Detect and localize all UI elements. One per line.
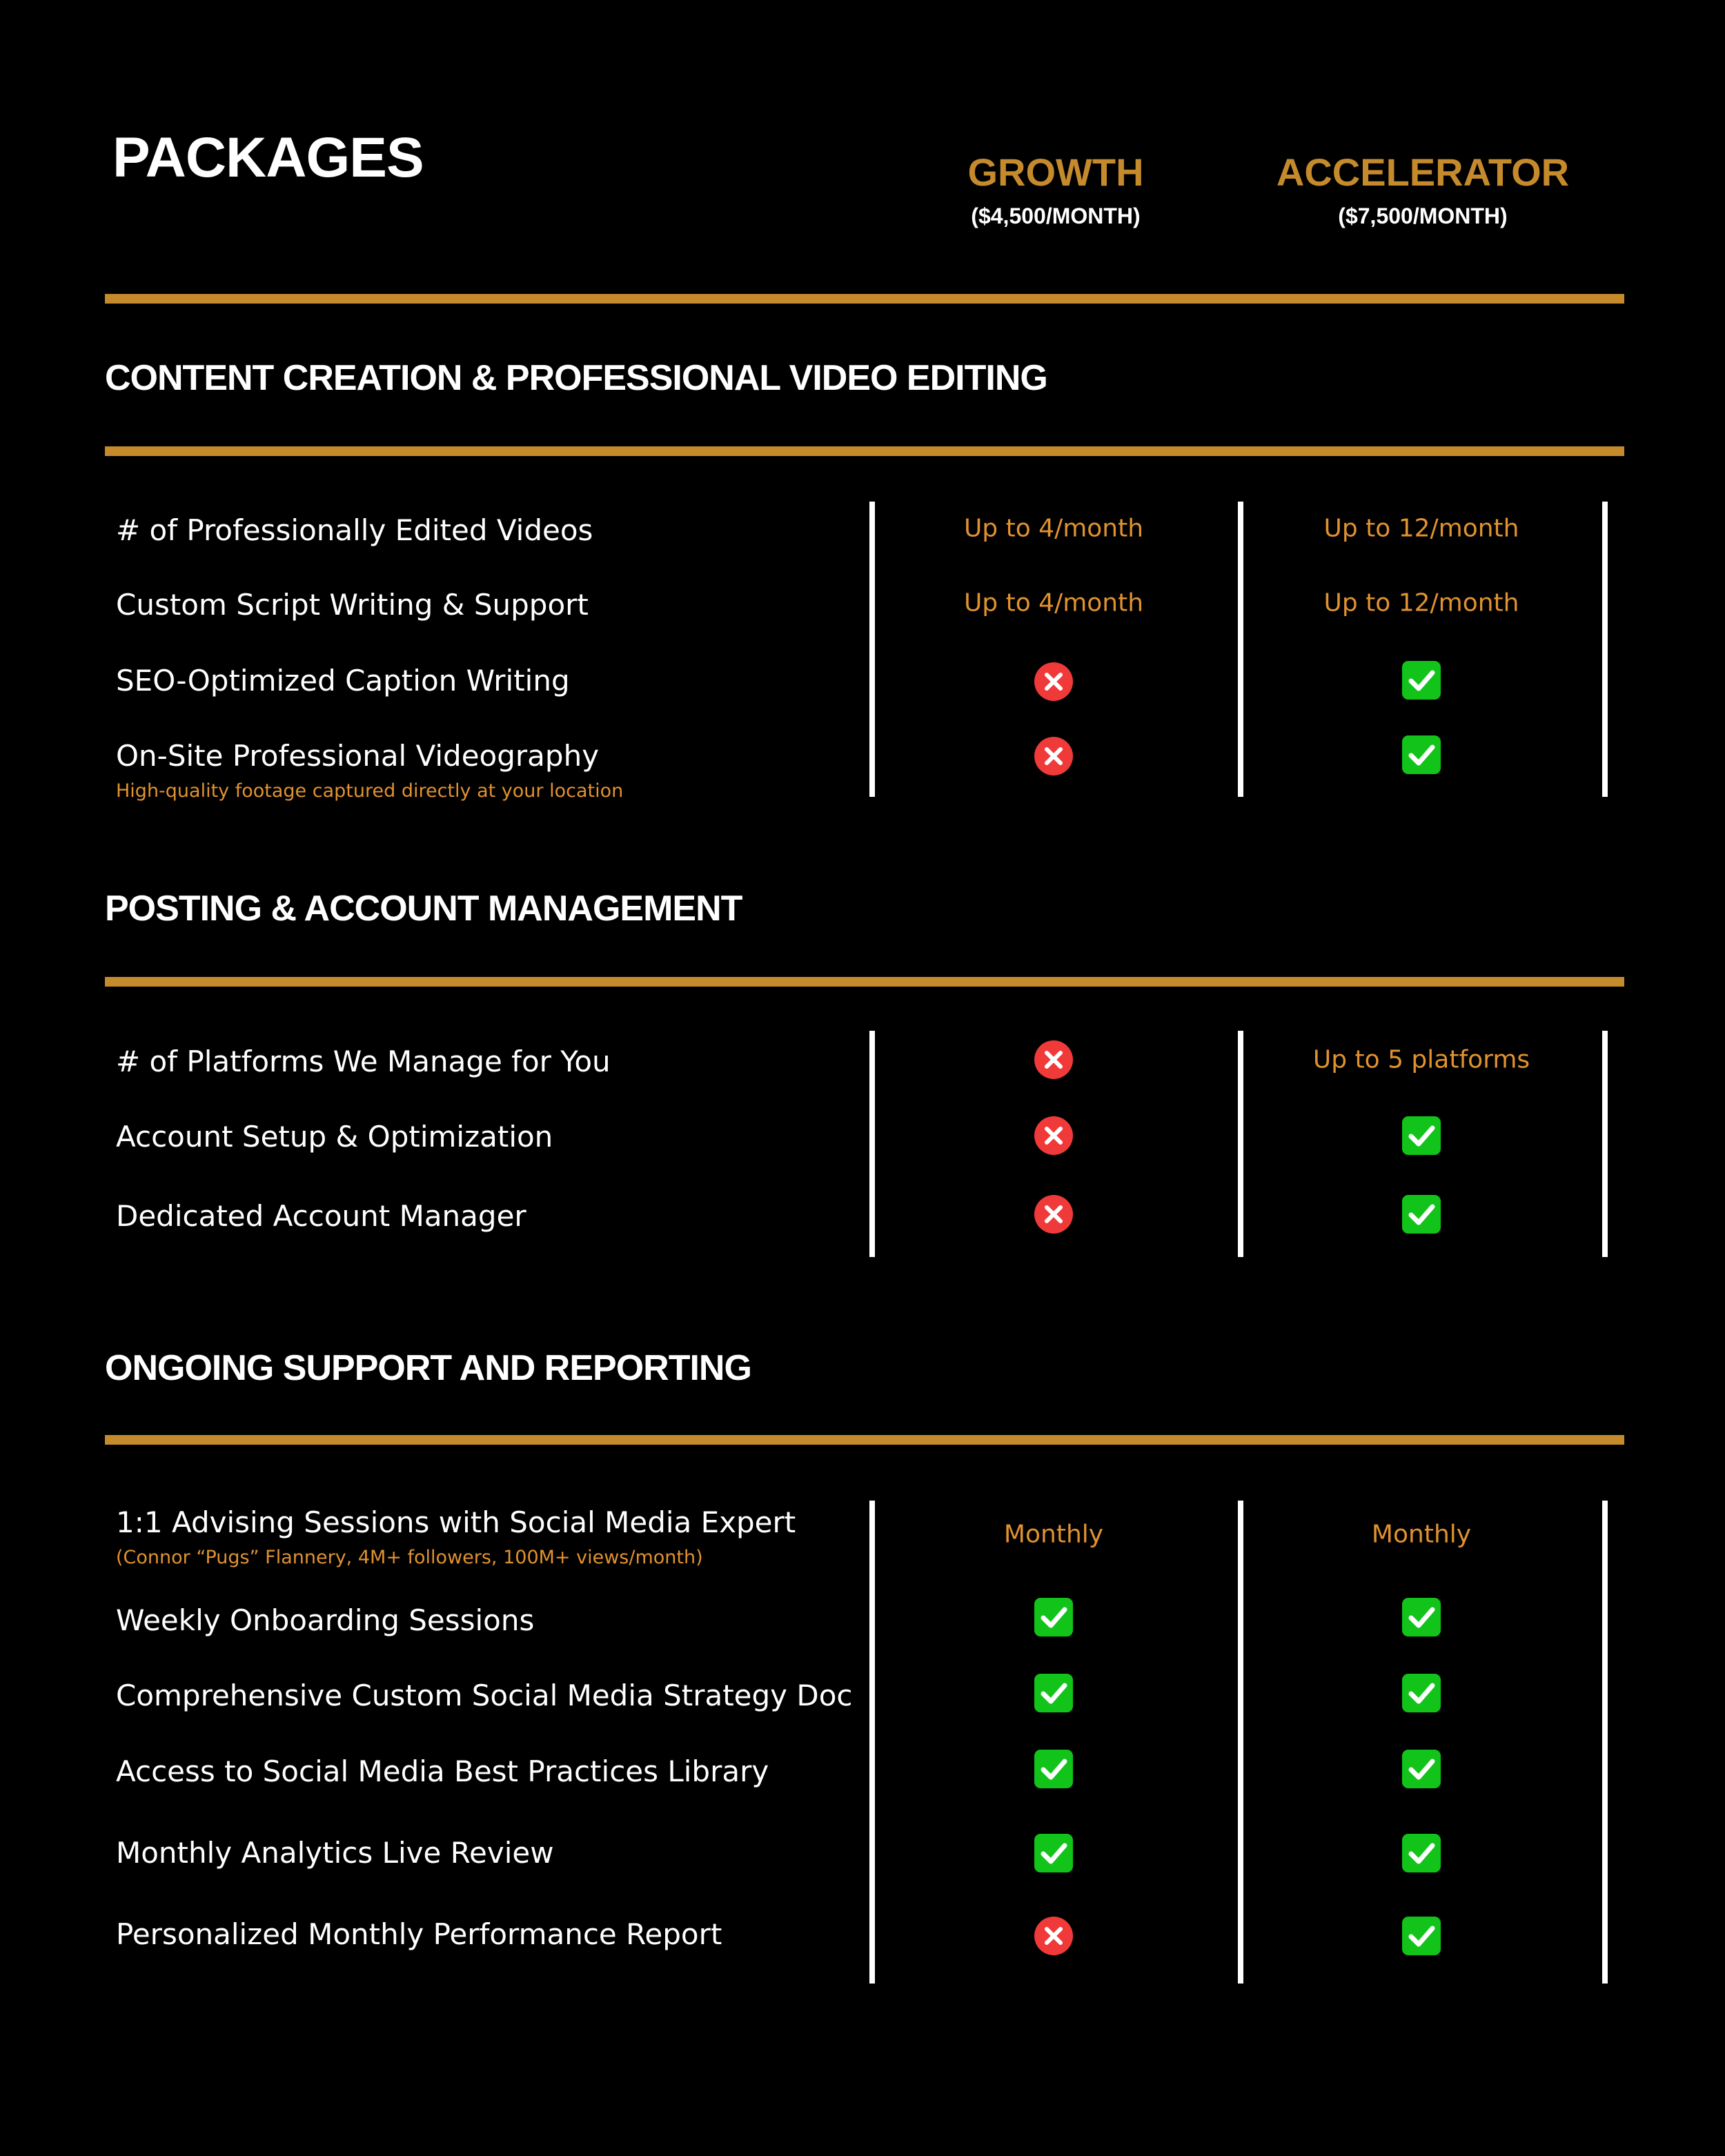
feature-label: 1:1 Advising Sessions with Social Media Expert (Connor “Pugs” Flannery, 4M+ followers, 100M+ views/month) — [116, 1508, 840, 1567]
cell-growth — [860, 1916, 1247, 1956]
check-icon — [1401, 660, 1441, 700]
cell-growth — [860, 1040, 1247, 1080]
cross-icon — [1034, 736, 1074, 776]
cell-growth — [860, 1521, 1247, 1549]
check-icon — [1401, 1833, 1441, 1873]
cell-accelerator — [1228, 515, 1615, 543]
cell-value: Up to 4/month — [963, 589, 1144, 617]
feature-label: Weekly Onboarding Sessions — [116, 1603, 535, 1637]
cell-growth — [860, 1749, 1247, 1789]
section-divider — [105, 1435, 1624, 1445]
feature-label: Monthly Analytics Live Review — [116, 1836, 554, 1870]
check-icon — [1034, 1833, 1074, 1873]
cell-growth — [860, 662, 1247, 702]
section-title-content-creation: CONTENT CREATION & PROFESSIONAL VIDEO EDITING — [105, 358, 1047, 398]
feature-label: Comprehensive Custom Social Media Strategy Doc — [116, 1679, 853, 1712]
package-name-accelerator: ACCELERATOR — [1276, 150, 1570, 194]
cell-accelerator — [1228, 1521, 1615, 1549]
cell-value: Monthly — [1003, 1520, 1104, 1549]
cell-growth — [860, 1673, 1247, 1713]
feature-label: On-Site Professional Videography High-quality footage captured directly at your location — [116, 742, 840, 800]
check-icon — [1401, 1916, 1441, 1956]
cross-icon — [1034, 1040, 1074, 1080]
feature-label: # of Platforms We Manage for You — [116, 1045, 611, 1078]
cell-value: Up to 12/month — [1323, 514, 1519, 543]
column-divider — [1602, 1501, 1608, 1984]
cell-accelerator — [1228, 1194, 1615, 1234]
cross-icon — [1034, 1194, 1074, 1234]
cell-growth — [860, 1833, 1247, 1873]
check-icon — [1401, 1116, 1441, 1156]
cell-accelerator — [1228, 1916, 1615, 1956]
cell-accelerator — [1228, 589, 1615, 617]
package-price-growth: ($4,500/MONTH) — [971, 204, 1141, 228]
feature-label: Account Setup & Optimization — [116, 1120, 553, 1154]
feature-label: # of Professionally Edited Videos — [116, 513, 593, 547]
check-icon — [1401, 735, 1441, 775]
cell-growth — [860, 736, 1247, 776]
check-icon — [1401, 1673, 1441, 1713]
feature-note: (Connor “Pugs” Flannery, 4M+ followers, 100M+ views/month) — [116, 1547, 703, 1568]
cell-accelerator — [1228, 1673, 1615, 1713]
cross-icon — [1034, 1116, 1074, 1156]
cell-growth — [860, 1597, 1247, 1637]
header-divider — [105, 294, 1624, 304]
column-divider — [1238, 1501, 1243, 1984]
cell-accelerator — [1228, 1597, 1615, 1637]
feature-label: Personalized Monthly Performance Report — [116, 1917, 722, 1951]
cell-value: Up to 4/month — [963, 514, 1144, 543]
section-divider — [105, 977, 1624, 987]
cell-growth — [860, 589, 1247, 617]
cell-value: Monthly — [1371, 1520, 1472, 1549]
section-title-posting: POSTING & ACCOUNT MANAGEMENT — [105, 889, 742, 929]
cell-accelerator — [1228, 1116, 1615, 1156]
column-divider — [869, 1501, 875, 1984]
section-divider — [105, 446, 1624, 456]
cell-growth — [860, 515, 1247, 543]
page-title: PACKAGES — [112, 126, 424, 189]
cell-accelerator — [1228, 735, 1615, 775]
package-price-accelerator: ($7,500/MONTH) — [1338, 204, 1508, 228]
section-title-ongoing-support: ONGOING SUPPORT AND REPORTING — [105, 1348, 751, 1388]
cell-accelerator — [1228, 1046, 1615, 1074]
cell-accelerator — [1228, 1833, 1615, 1873]
check-icon — [1034, 1673, 1074, 1713]
feature-note: High-quality footage captured directly at your location — [116, 780, 624, 802]
cell-value: Up to 5 platforms — [1312, 1045, 1530, 1074]
check-icon — [1401, 1194, 1441, 1234]
cell-growth — [860, 1194, 1247, 1234]
cell-accelerator — [1228, 1749, 1615, 1789]
package-name-growth: GROWTH — [967, 150, 1144, 194]
cross-icon — [1034, 1916, 1074, 1956]
cell-accelerator — [1228, 660, 1615, 700]
feature-label: Dedicated Account Manager — [116, 1199, 526, 1233]
check-icon — [1034, 1749, 1074, 1789]
cross-icon — [1034, 662, 1074, 702]
feature-label: Access to Social Media Best Practices Library — [116, 1754, 769, 1788]
check-icon — [1401, 1597, 1441, 1637]
check-icon — [1034, 1597, 1074, 1637]
feature-label: SEO-Optimized Caption Writing — [116, 664, 570, 698]
check-icon — [1401, 1749, 1441, 1789]
cell-value: Up to 12/month — [1323, 589, 1519, 617]
cell-growth — [860, 1116, 1247, 1156]
feature-label: Custom Script Writing & Support — [116, 588, 589, 622]
